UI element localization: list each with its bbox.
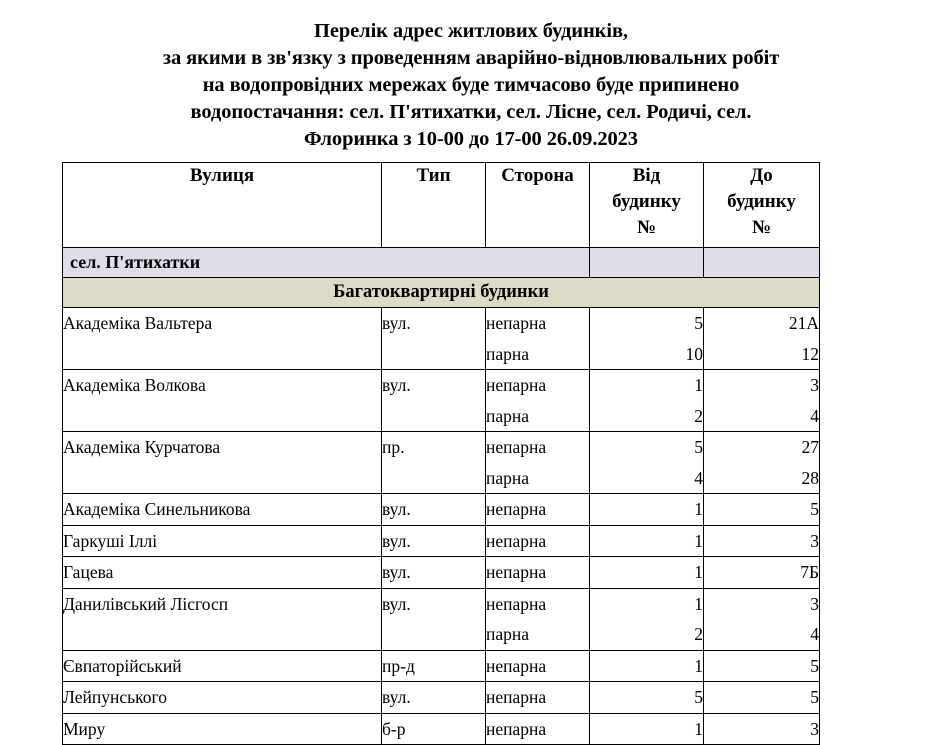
cell-to-value: 5 (810, 687, 819, 707)
cell-to (704, 494, 820, 526)
cell-street-value: Євпаторійський (63, 655, 182, 676)
cell-type (382, 432, 486, 494)
cell-from (590, 525, 704, 557)
cell-from-value: 1 (694, 375, 703, 395)
cell-to-value: 28 (801, 467, 819, 488)
cell-to (704, 432, 820, 494)
cell-side-value: непарна (486, 718, 547, 739)
cell-type (382, 588, 486, 650)
cell-to-value: 21А (788, 313, 819, 333)
cell-to-value: 5 (810, 655, 819, 676)
table-header (63, 163, 820, 248)
cell-type (382, 308, 486, 370)
cell-type (382, 682, 486, 714)
cell-type-value: вул. (382, 530, 411, 551)
cell-type (382, 525, 486, 557)
cell-street-value: Гацева (63, 562, 114, 582)
column-header-from-line1: Від (632, 165, 661, 186)
table-row (63, 650, 820, 682)
cell-from-value: 10 (685, 343, 703, 364)
cell-from-value: 5 (694, 313, 703, 333)
title-line-4: водопостачання: сел. П'ятихатки, сел. Лісне, сел. Родичі, сел. (190, 101, 752, 123)
cell-from (590, 557, 704, 589)
cell-to-value: 3 (810, 375, 819, 395)
cell-from-value: 1 (694, 593, 703, 614)
cell-street-value: Данилівський Лісгосп (63, 593, 229, 614)
cell-to (704, 525, 820, 557)
cell-street-value: Академіка Вальтера (63, 313, 213, 333)
cell-from-value: 5 (694, 687, 703, 707)
cell-to-value: 12 (801, 343, 819, 364)
cell-type-value: пр-д (382, 655, 415, 676)
cell-side-value: непарна (486, 562, 547, 582)
cell-type (382, 494, 486, 526)
cell-from-value: 1 (694, 499, 703, 519)
section-locality-spacer-to (704, 248, 820, 278)
cell-to (704, 650, 820, 682)
cell-side (486, 682, 590, 714)
table-row (63, 370, 820, 432)
table-row (63, 432, 820, 494)
cell-from (590, 308, 704, 370)
cell-from-value: 2 (694, 624, 703, 644)
cell-side-value: парна (486, 405, 530, 426)
cell-side-value: парна (486, 467, 530, 488)
column-header-from-line2: будинку (612, 191, 681, 212)
cell-from-value: 1 (694, 655, 703, 676)
cell-street (63, 308, 382, 370)
cell-from (590, 650, 704, 682)
cell-side (486, 308, 590, 370)
table-row (63, 308, 820, 370)
cell-street (63, 432, 382, 494)
cell-side-value: непарна (486, 375, 547, 395)
cell-street-value: Академіка Синельникова (63, 499, 251, 519)
cell-side-value: непарна (486, 313, 547, 333)
cell-side-value: непарна (486, 593, 547, 614)
table-row (63, 525, 820, 557)
cell-type (382, 713, 486, 745)
cell-street (63, 682, 382, 714)
cell-side (486, 370, 590, 432)
cell-side (486, 432, 590, 494)
title-line-2: за якими в зв'язку з проведенням аварійно-відновлювальних робіт (162, 47, 780, 69)
column-header-side: Сторона (486, 163, 590, 248)
column-header-street: Вулиця (63, 163, 382, 248)
cell-side-value: непарна (486, 687, 547, 707)
cell-type-value: вул. (382, 313, 411, 333)
cell-to-value: 7Б (800, 562, 819, 582)
cell-street (63, 525, 382, 557)
cell-side (486, 650, 590, 682)
section-row-locality (63, 248, 820, 278)
cell-side-value: парна (486, 343, 530, 364)
cell-to (704, 370, 820, 432)
cell-from (590, 588, 704, 650)
cell-side-value: непарна (486, 499, 547, 519)
cell-type (382, 557, 486, 589)
address-table-container (62, 162, 819, 745)
cell-street-value: Академіка Волкова (63, 375, 206, 395)
cell-from (590, 494, 704, 526)
cell-to-value: 4 (810, 405, 819, 426)
cell-side (486, 713, 590, 745)
table-body (63, 248, 820, 745)
table-row (63, 494, 820, 526)
cell-street (63, 370, 382, 432)
section-locality-label: сел. П'ятихатки (63, 248, 590, 278)
table-row (63, 588, 820, 650)
cell-street-value: Миру (63, 718, 106, 739)
cell-to (704, 682, 820, 714)
cell-side-value: непарна (486, 530, 547, 551)
table-row (63, 713, 820, 745)
cell-to-value: 3 (810, 593, 819, 614)
cell-to (704, 308, 820, 370)
table-row (63, 682, 820, 714)
cell-side-value: непарна (486, 437, 547, 457)
cell-type-value: вул. (382, 687, 411, 707)
cell-to (704, 588, 820, 650)
cell-side-value: парна (486, 624, 530, 644)
cell-type (382, 650, 486, 682)
cell-from (590, 370, 704, 432)
cell-from-value: 5 (694, 437, 703, 457)
cell-to-value: 3 (810, 718, 819, 739)
title-line-5: Флоринка з 10-00 до 17-00 26.09.2023 (304, 128, 638, 150)
column-header-to-line2: будинку (727, 191, 796, 212)
table-row (63, 557, 820, 589)
cell-side (486, 525, 590, 557)
cell-street-value: Лейпунського (63, 687, 167, 707)
cell-type-value: б-р (382, 718, 406, 739)
cell-type-value: вул. (382, 375, 411, 395)
title-line-3: на водопровідних мережах буде тимчасово буде припинено (202, 74, 740, 96)
cell-to-value: 5 (810, 499, 819, 519)
cell-side (486, 494, 590, 526)
cell-street-value: Академіка Курчатова (63, 437, 221, 457)
cell-from (590, 682, 704, 714)
cell-from-value: 4 (694, 467, 703, 488)
cell-to-value: 3 (810, 530, 819, 551)
cell-from (590, 432, 704, 494)
cell-from-value: 1 (694, 530, 703, 551)
cell-side (486, 557, 590, 589)
column-header-from-line3: № (636, 217, 657, 238)
cell-to-value: 27 (801, 437, 819, 457)
cell-street-value: Гаркуші Іллі (63, 530, 158, 551)
table-header-row (63, 163, 820, 248)
cell-to (704, 557, 820, 589)
document-title (0, 0, 928, 153)
cell-type-value: вул. (382, 593, 411, 614)
cell-street (63, 494, 382, 526)
cell-street (63, 713, 382, 745)
cell-street (63, 588, 382, 650)
cell-type (382, 370, 486, 432)
cell-street (63, 557, 382, 589)
cell-street (63, 650, 382, 682)
column-header-type: Тип (382, 163, 486, 248)
cell-type-value: вул. (382, 499, 411, 519)
address-table (62, 162, 820, 745)
cell-from-value: 1 (694, 718, 703, 739)
cell-from (590, 713, 704, 745)
column-header-from-house (590, 163, 704, 248)
cell-side-value: непарна (486, 655, 547, 676)
cell-type-value: пр. (382, 437, 405, 457)
column-header-to-line3: № (751, 217, 772, 238)
column-header-to-line1: До (750, 165, 773, 186)
cell-to-value: 4 (810, 624, 819, 644)
column-header-to-house (704, 163, 820, 248)
cell-type-value: вул. (382, 562, 411, 582)
title-line-1: Перелік адрес житлових будинків, (314, 20, 628, 42)
section-kind-label: Багатоквартирні будинки (63, 278, 820, 308)
cell-from-value: 2 (694, 405, 703, 426)
cell-side (486, 588, 590, 650)
cell-to (704, 713, 820, 745)
cell-from-value: 1 (694, 562, 703, 582)
section-locality-spacer-from (590, 248, 704, 278)
section-row-kind (63, 278, 820, 308)
